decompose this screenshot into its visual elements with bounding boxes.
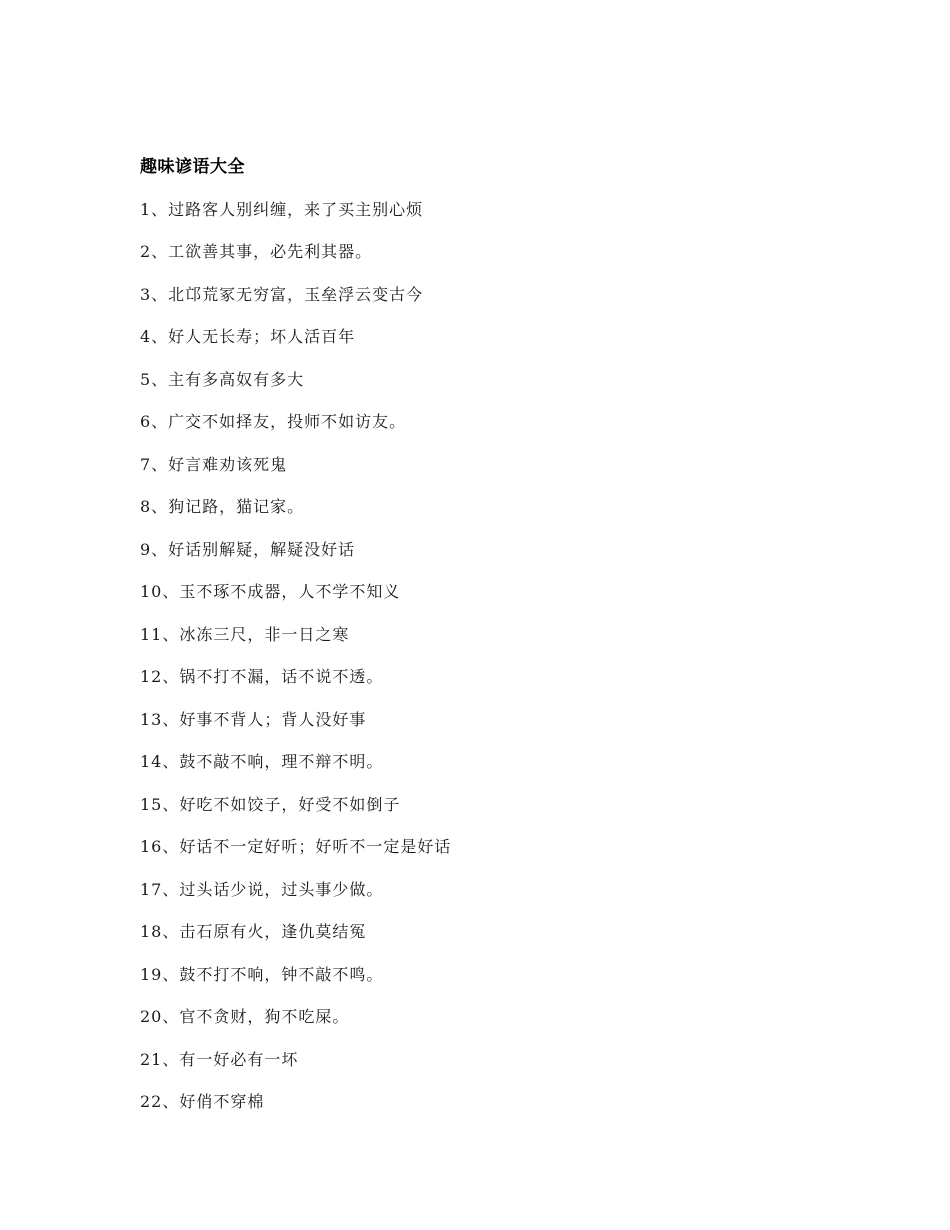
proverb-item: 13、好事不背人；背人没好事 (140, 709, 367, 729)
proverb-item: 10、玉不琢不成器，人不学不知义 (140, 582, 401, 601)
proverb-item: 15、好吃不如饺子，好受不如倒子 (140, 794, 401, 814)
proverb-item: 7、好言难劝该死鬼 (140, 454, 288, 474)
proverb-item: 16、好话不一定好听；好听不一定是好话 (140, 837, 452, 856)
proverb-item: 1、过路客人别纠缠，来了买主别心烦 (140, 199, 424, 219)
proverb-item: 8、狗记路，猫记家。 (140, 497, 305, 516)
proverb-item: 6、广交不如择友，投师不如访友。 (140, 412, 407, 431)
proverb-item: 2、工欲善其事，必先利其器。 (140, 242, 373, 261)
proverb-item: 19、鼓不打不响，钟不敲不鸣。 (140, 964, 384, 984)
proverb-item: 17、过头话少说，过头事少做。 (140, 879, 384, 899)
proverb-item: 4、好人无长寿；坏人活百年 (140, 327, 356, 346)
proverb-item: 21、有一好必有一坏 (140, 1049, 299, 1069)
proverb-item: 3、北邙荒冢无穷富，玉垒浮云变古今 (140, 284, 424, 304)
proverb-item: 11、冰冻三尺，非一日之寒 (140, 624, 350, 644)
proverb-list (140, 195, 840, 1118)
proverb-item: 9、好话别解疑，解疑没好话 (140, 539, 356, 559)
document-body (140, 152, 840, 1130)
document-title: 趣味谚语大全 (140, 157, 245, 177)
proverb-item: 12、锅不打不漏，话不说不透。 (140, 667, 384, 686)
proverb-item: 22、好俏不穿棉 (140, 1092, 265, 1111)
proverb-item: 20、官不贪财，狗不吃屎。 (140, 1007, 350, 1026)
proverb-item: 5、主有多高奴有多大 (140, 369, 305, 389)
proverb-item: 14、鼓不敲不响，理不辩不明。 (140, 752, 384, 771)
proverb-item: 18、击石原有火，逢仇莫结冤 (140, 922, 367, 941)
